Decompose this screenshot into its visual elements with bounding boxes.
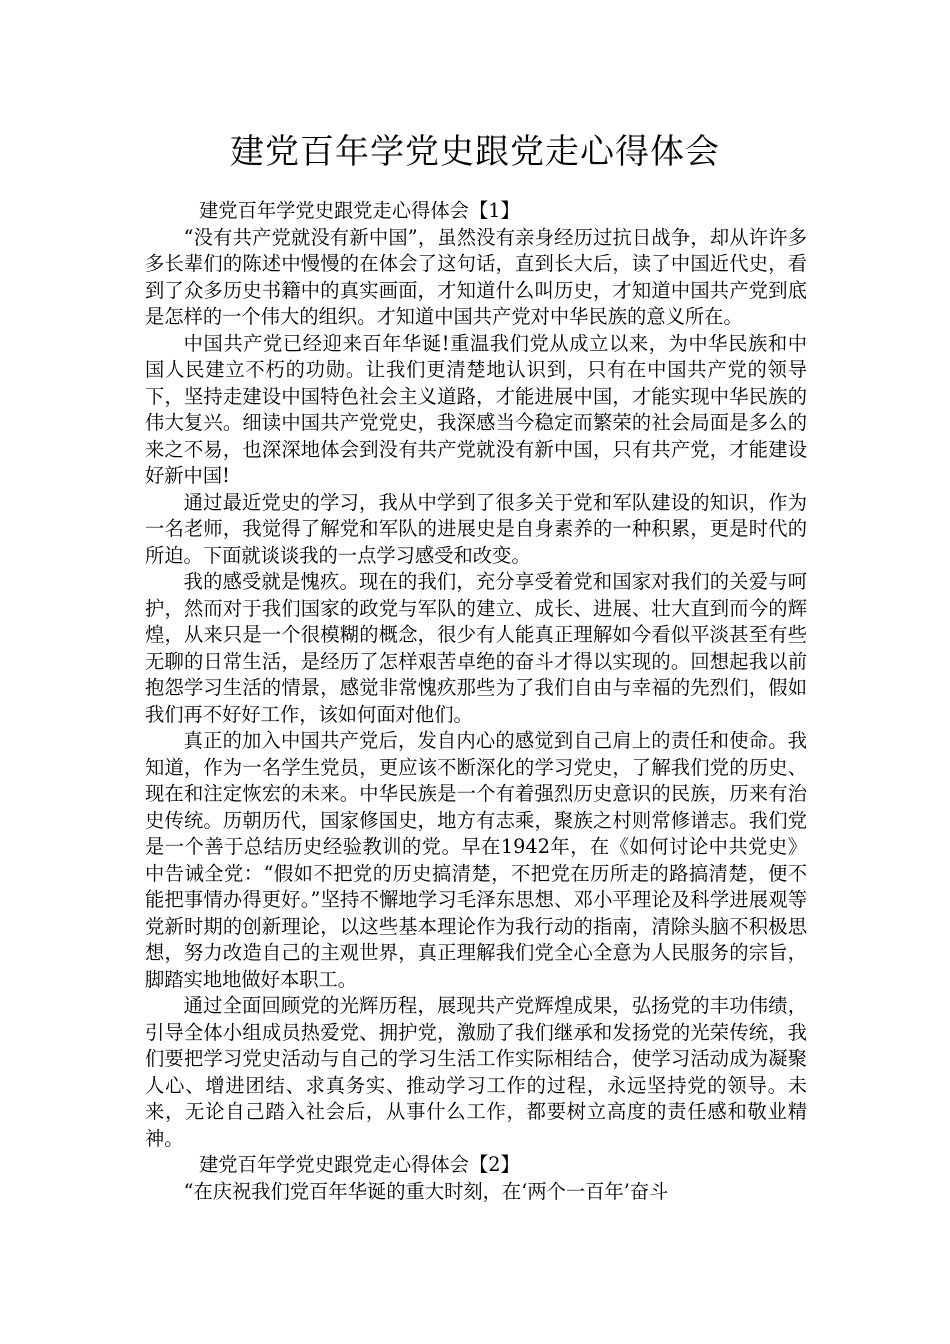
paragraph-3: 通过最近党史的学习，我从中学到了很多关于党和军队建设的知识，作为一名老师，我觉得了解党和军队的进展史是自身素养的一种积累，更是时代的所迫。下面就谈谈我的一点学习感受和改变。 — [145, 490, 807, 567]
paragraph-5: 真正的加入中国共产党后，发自内心的感觉到自己肩上的责任和使命。我知道，作为一名学生党员，更应该不断深化的学习党史，了解我们党的历史、现在和注定恢宏的未来。中华民族是一个有着强烈历史意识的民族，历来有治史传统。历朝历代，国家修国史，地方有志乘，聚族之村则常修谱志。我们党是一个善于总结历史经验教训的党。早在1942年，在《如何讨论中共党史》中告诫全党：“假如不把党的历史搞清楚，不把党在历所走的路搞清楚，便不能把事情办得更好。”坚持不懈地学习毛泽东思想、邓小平理论及科学进展观等党新时期的创新理论，以这些基本理论作为我行动的指南，清除头脑不积极思想，努力改造自己的主观世界，真正理解我们党全心全意为人民服务的宗旨，脚踏实地地做好本职工。 — [145, 729, 807, 991]
paragraph-7: “在庆祝我们党百年华诞的重大时刻，在‘两个一百年’奋斗 — [183, 1179, 669, 1203]
paragraph-1: “没有共产党就没有新中国”，虽然没有亲身经历过抗日战争，却从许许多多长辈们的陈述中慢慢的在体会了这句话，直到长大后，读了中国近代史，看到了众多历史书籍中的真实画面，才知道什么叫历史，才知道中国共产党到底是怎样的一个伟大的组织。才知道中国共产党对中华民族的意义所在。 — [145, 225, 807, 328]
document-title: 建党百年学党史跟党走心得体会 — [230, 132, 720, 172]
document-body — [145, 198, 807, 1205]
paragraph-4: 我的感受就是愧疚。现在的我们，充分享受着党和国家对我们的关爱与呵护，然而对于我们国家的政党与军队的建立、成长、进展、壮大直到而今的辉煌，从来只是一个很模糊的概念，很少有人能真正理解如今看似平淡甚至有些无聊的日常生活，是经历了怎样艰苦卓绝的奋斗才得以实现的。回想起我以前抱怨学习生活的情景，感觉非常愧疚那些为了我们自由与幸福的先烈们，假如我们再不好好工作，该如何面对他们。 — [145, 570, 807, 726]
paragraph-6: 通过全面回顾党的光辉历程，展现共产党辉煌成果，弘扬党的丰功伟绩，引导全体小组成员热爱党、拥护党，激励了我们继承和发扬党的光荣传统，我们要把学习党史活动与自己的学习生活工作实际相结合，使学习活动成为凝聚人心、增进团结、求真务实、推动学习工作的过程，永远坚持党的领导。未来，无论自己踏入社会后，从事什么工作，都要树立高度的责任感和敬业精神。 — [145, 994, 807, 1150]
section-heading-1: 建党百年学党史跟党走心得体会【1】 — [199, 199, 520, 222]
paragraph-2: 中国共产党已经迎来百年华诞!重温我们党从成立以来，为中华民族和中国人民建立不朽的功勋。让我们更清楚地认识到，只有在中国共产党的领导下，坚持走建设中国特色社会主义道路，才能进展中国，才能实现中华民族的伟大复兴。细读中国共产党党史，我深感当今稳定而繁荣的社会局面是多么的来之不易，也深深地体会到没有共产党就没有新中国，只有共产党，才能建设好新中国! — [145, 331, 807, 487]
section-heading-2: 建党百年学党史跟党走心得体会【2】 — [199, 1153, 520, 1176]
